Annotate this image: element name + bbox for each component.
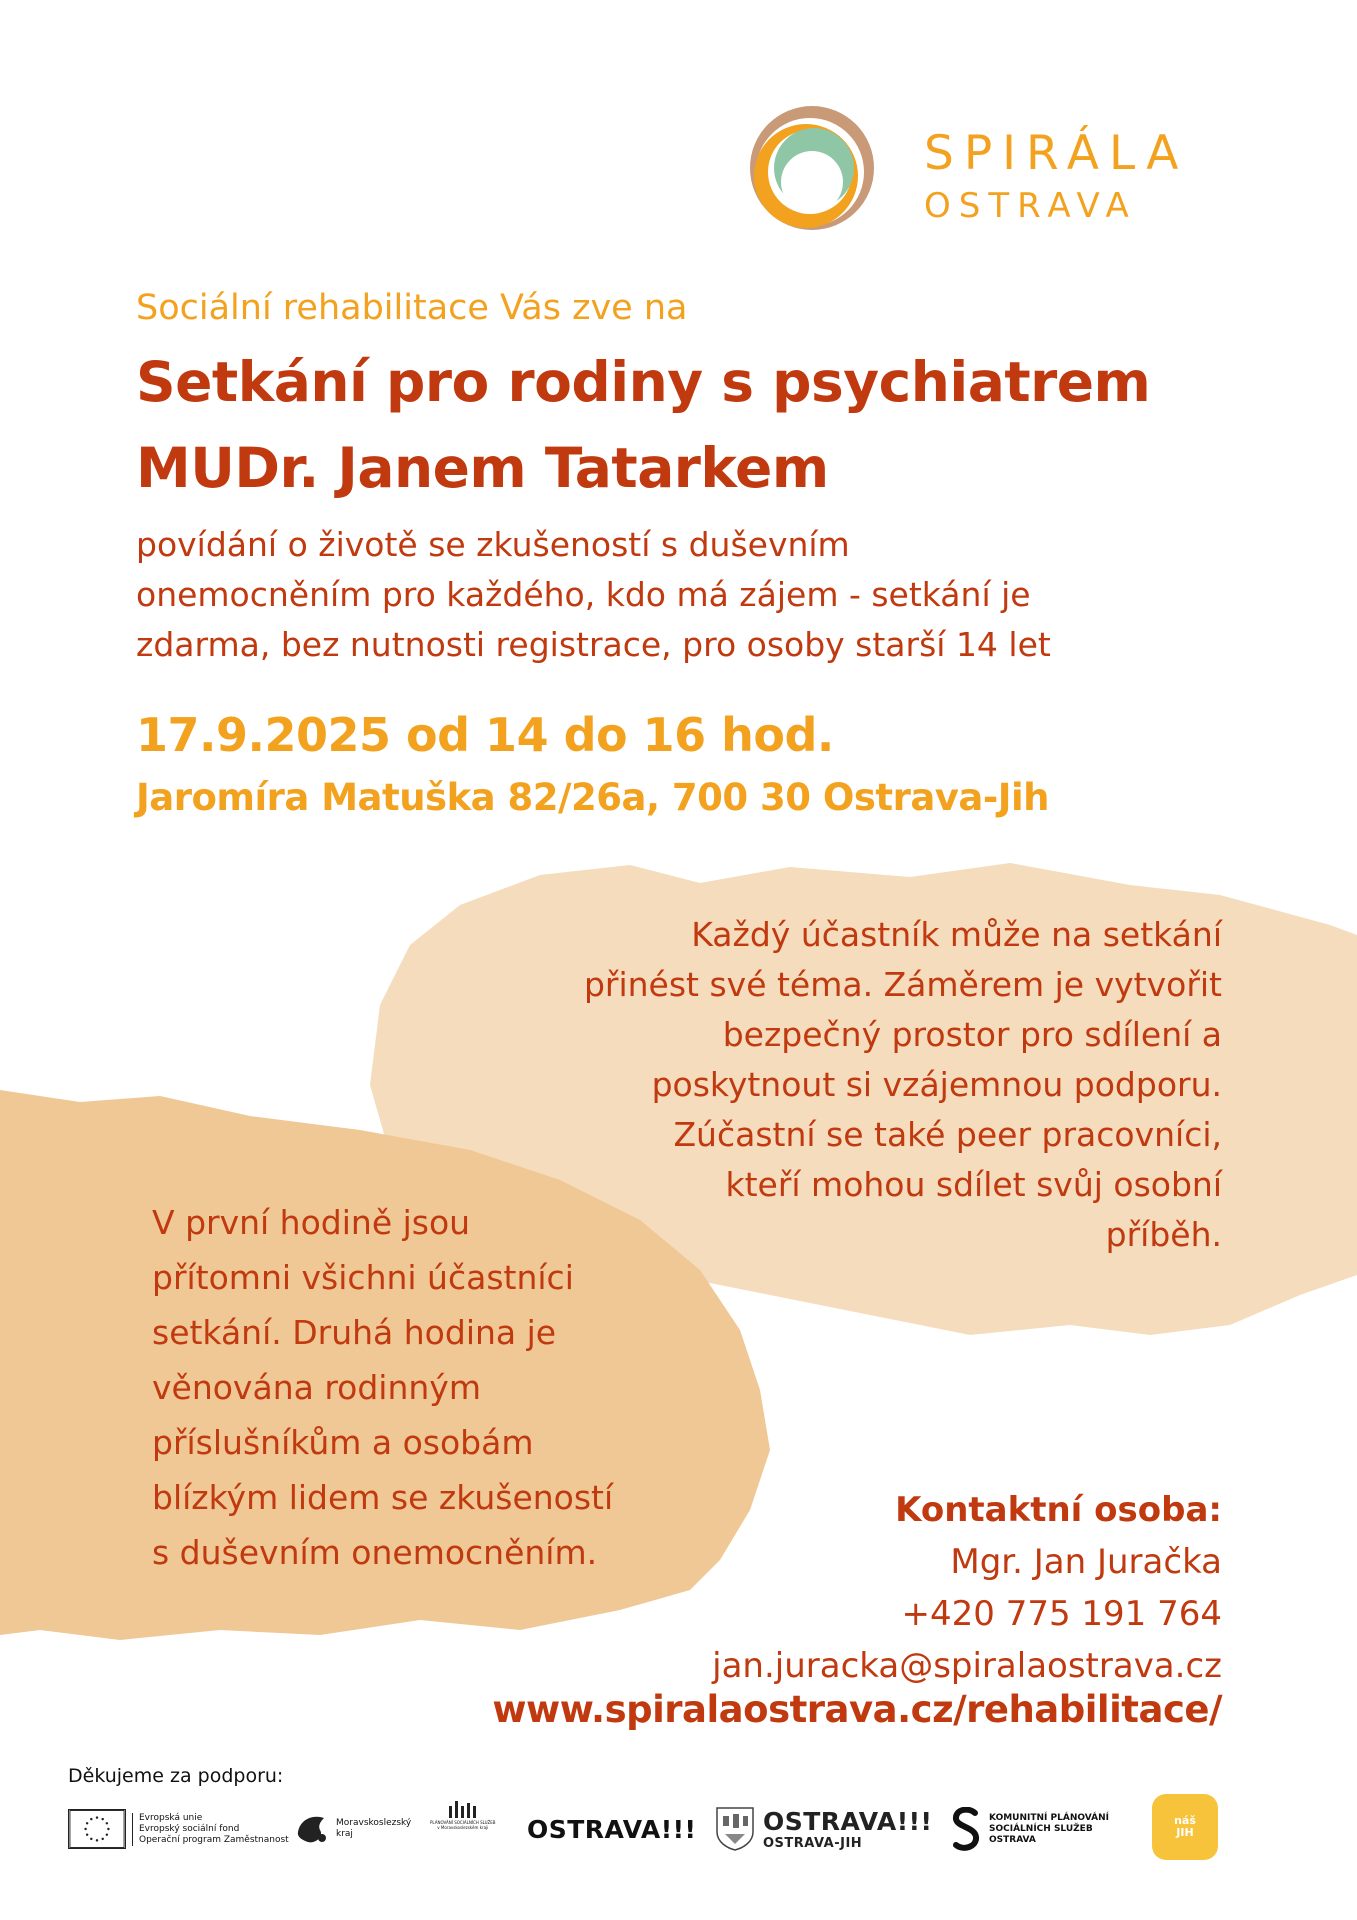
komunitni-planovani-label [989, 1813, 1109, 1846]
sponsor-nas-jih-logo [1152, 1794, 1218, 1860]
event-date: 17.9.2025 od 14 do 16 hod. [136, 708, 834, 762]
contact-heading: Kontaktní osoba: [895, 1490, 1222, 1530]
planovani-sublabel: v Moravskoslezském kraji [437, 1825, 489, 1830]
schedule-line: setkání. Druhá hodina je [152, 1313, 557, 1352]
eu-label [132, 1813, 289, 1846]
brand-subtitle: OSTRAVA [924, 186, 1137, 226]
sponsor-ostrava-logo: OSTRAVA!!! [527, 1814, 697, 1844]
event-address: Jaromíra Matuška 82/26a, 700 30 Ostrava-Jih [136, 776, 1050, 819]
event-title-line-1: Setkání pro rodiny s psychiatrem [136, 350, 1151, 414]
description-line: povídání o životě se zkušeností s duševním [136, 525, 850, 564]
msk-label-line: Moravskoslezský [336, 1818, 412, 1828]
msk-emblem-icon [294, 1810, 332, 1848]
sponsor-msk-logo [294, 1798, 411, 1860]
event-description [136, 520, 1216, 670]
participation-info [584, 910, 1222, 1260]
sponsor-komunitni-planovani-logo [951, 1798, 1109, 1860]
kp-label-line: OSTRAVA [989, 1834, 1036, 1845]
planovani-label: PLÁNOVÁNÍ SOCIÁLNÍCH SLUŽEB [430, 1820, 496, 1825]
planovani-bars-icon [447, 1798, 479, 1820]
event-title-line-2: MUDr. Janem Tatarkem [136, 436, 829, 500]
info-line: přinést své téma. Záměrem je vytvořit [583, 965, 1222, 1004]
eu-label-line: Operační program Zaměstnanost [139, 1834, 289, 1845]
description-line: zdarma, bez nutnosti registrace, pro osoby starší 14 let [136, 625, 1051, 664]
info-line: poskytnout si vzájemnou podporu. [651, 1065, 1222, 1104]
contact-phone[interactable]: +420 775 191 764 [901, 1594, 1222, 1634]
eu-label-line: Evropský sociální fond [139, 1823, 240, 1834]
kp-label-line: SOCIÁLNÍCH SLUŽEB [989, 1823, 1093, 1834]
sponsors-heading: Děkujeme za podporu: [68, 1765, 284, 1787]
schedule-line: s duševním onemocněním. [152, 1533, 598, 1572]
eu-label-line: Evropská unie [139, 1812, 203, 1823]
ostrava-jih-text [763, 1807, 932, 1851]
info-line: kteří mohou sdílet svůj osobní [725, 1165, 1222, 1204]
invite-line: Sociální rehabilitace Vás zve na [136, 288, 688, 328]
schedule-line: V první hodině jsou [152, 1203, 471, 1242]
schedule-info [152, 1195, 613, 1580]
schedule-line: příslušníkům a osobám [152, 1423, 534, 1462]
description-line: onemocněním pro každého, kdo má zájem - setkání je [136, 575, 1031, 614]
ostrava-jih-title: OSTRAVA!!! [763, 1807, 933, 1836]
kp-label-line: KOMUNITNÍ PLÁNOVÁNÍ [989, 1812, 1109, 1823]
nas-jih-line: JIH [1176, 1826, 1194, 1839]
komunitni-planovani-s-icon [951, 1807, 981, 1851]
ostrava-jih-subtitle: OSTRAVA-JIH [763, 1836, 863, 1851]
contact-email-link[interactable]: jan.juracka@spiralaostrava.cz [712, 1646, 1222, 1686]
schedule-line: věnována rodinným [152, 1368, 481, 1407]
brand-name: SPIRÁLA [924, 126, 1189, 181]
spirala-logo-icon [742, 98, 874, 244]
contact-block [712, 1484, 1222, 1692]
sponsor-eu-logo [68, 1798, 289, 1860]
website-link[interactable]: www.spiralaostrava.cz/rehabilitace/ [492, 1688, 1222, 1731]
eu-flag-icon [68, 1809, 126, 1849]
info-line: bezpečný prostor pro sdílení a [722, 1015, 1222, 1054]
ostrava-jih-crest-icon [715, 1806, 755, 1852]
contact-name: Mgr. Jan Juračka [950, 1542, 1222, 1582]
msk-label-line: kraj [336, 1829, 353, 1839]
sponsor-planovani-logo [430, 1798, 496, 1860]
msk-label [336, 1818, 411, 1840]
schedule-line: blízkým lidem se zkušeností [152, 1478, 614, 1517]
sponsor-ostrava-jih-logo [715, 1798, 932, 1860]
nas-jih-line: náš [1174, 1814, 1196, 1827]
schedule-line: přítomni všichni účastníci [152, 1258, 574, 1297]
info-line: Zúčastní se také peer pracovníci, [673, 1115, 1222, 1154]
info-line: Každý účastník může na setkání [691, 915, 1222, 954]
info-line: příběh. [1105, 1215, 1222, 1254]
